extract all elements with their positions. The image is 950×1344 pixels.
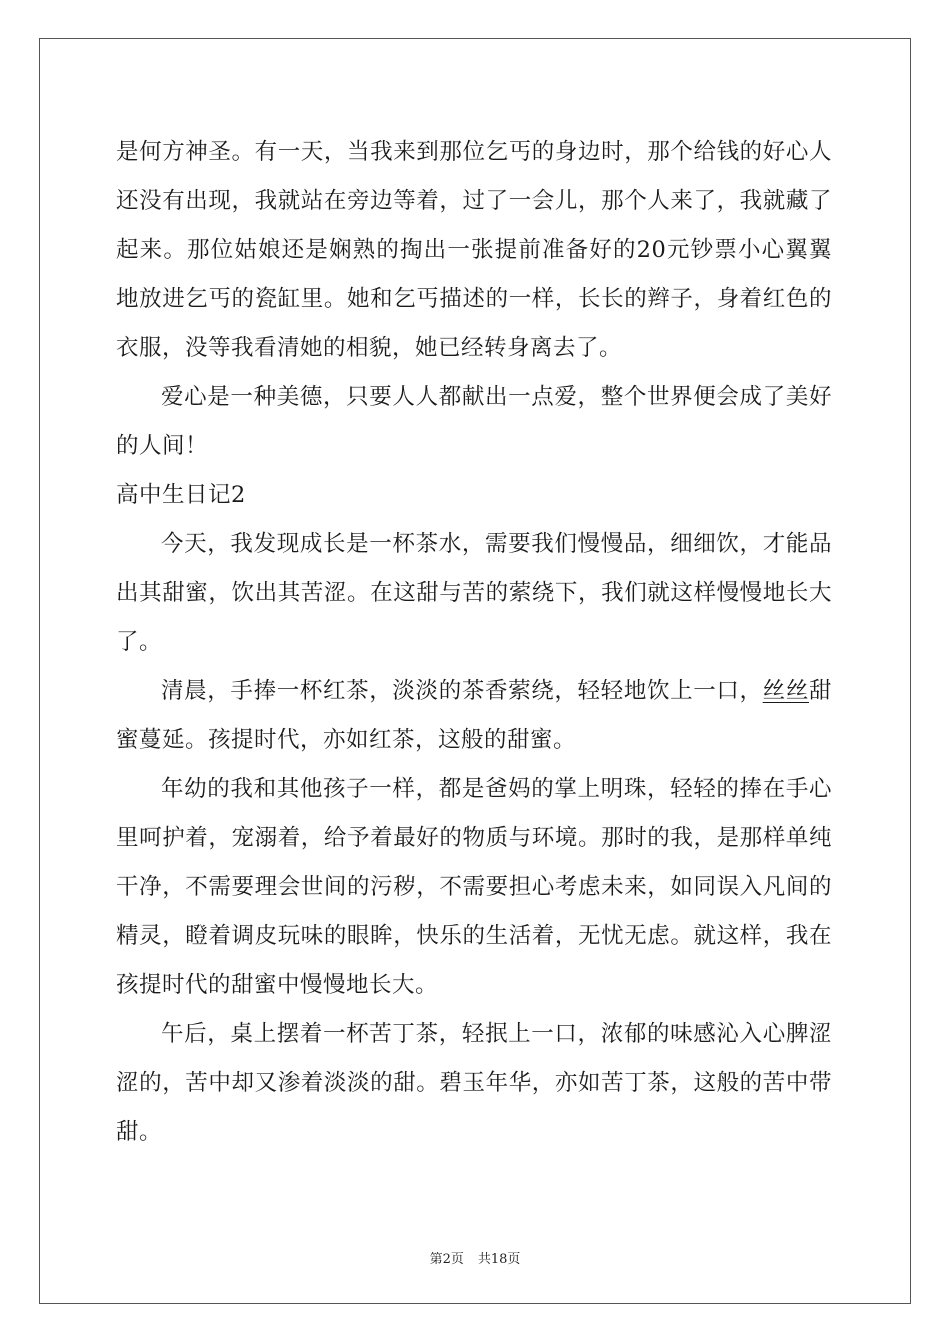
page-total: 共18页: [477, 1252, 521, 1267]
section-heading: 高中生日记2: [116, 482, 246, 508]
paragraph-growth: 今天，我发现成长是一杯茶水，需要我们慢慢品，细细饮，才能品出其甜蜜，饮出其苦涩。在这甜与苦的萦绕下，我们就这样慢慢地长大了。: [116, 531, 832, 655]
morning-text-start: 清晨，手捧一杯红茶，淡淡的茶香萦绕，轻轻地饮上一口，: [161, 678, 763, 704]
paragraph-love: 爱心是一种美德，只要人人都献出一点爱，整个世界便会成了美好的人间！: [116, 384, 832, 459]
paragraph-morning: [116, 667, 832, 765]
paragraph-continuation: 是何方神圣。有一天，当我来到那位乞丐的身边时，那个给钱的好心人还没有出现，我就站在旁边等着，过了一会儿，那个人来了，我就藏了起来。那位姑娘还是娴熟的掏出一张提前准备好的20元钞票小心翼翼地放进乞丐的瓷缸里。她和乞丐描述的一样，长长的辫子，身着红色的衣服，没等我看清她的相貌，她已经转身离去了。: [116, 139, 832, 361]
document-body: [116, 128, 832, 1157]
paragraph-afternoon: 午后，桌上摆着一杯苦丁茶，轻抿上一口，浓郁的味感沁入心脾涩涩的，苦中却又渗着淡淡的甜。碧玉年华，亦如苦丁茶，这般的苦中带甜。: [116, 1021, 832, 1145]
underlined-phrase: 丝丝: [762, 678, 809, 704]
morning-text-end: 甜蜜蔓延。孩提时代，亦如红茶，这般的甜蜜。: [116, 678, 832, 753]
paragraph-childhood: 年幼的我和其他孩子一样，都是爸妈的掌上明珠，轻轻的捧在手心里呵护着，宠溺着，给予着最好的物质与环境。那时的我，是那样单纯干净，不需要理会世间的污秽，不需要担心考虑未来，如同误入凡间的精灵，瞪着调皮玩味的眼眸，快乐的生活着，无忧无虑。就这样，我在孩提时代的甜蜜中慢慢地长大。: [116, 776, 832, 998]
page-number: 第2页: [429, 1252, 464, 1267]
page-footer: [0, 1248, 950, 1267]
